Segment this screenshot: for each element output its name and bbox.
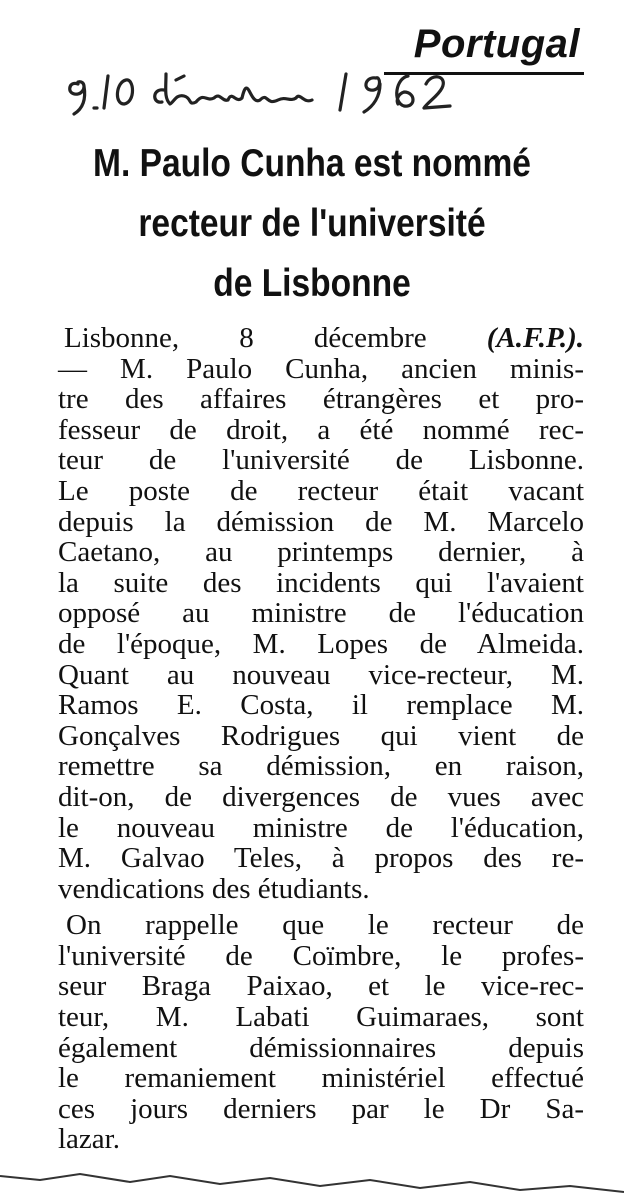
headline bbox=[61, 134, 563, 314]
dateline-place-date: Lisbonne, 8 décembre bbox=[64, 322, 427, 354]
text-line: Quant au nouveau vice-recteur, M. bbox=[58, 658, 584, 691]
text-line: opposé au ministre de l'éducation bbox=[58, 597, 584, 630]
headline-line-2: recteur de l'université bbox=[138, 202, 486, 245]
article-paragraph-2 bbox=[58, 910, 584, 1155]
text-line: remettre sa démission, en raison, bbox=[58, 750, 584, 783]
text-line: ces jours derniers par le Dr Sa- bbox=[58, 1092, 584, 1125]
text-line: — M. Paulo Cunha, ancien minis- bbox=[58, 352, 584, 385]
text-line: fesseur de droit, a été nommé rec- bbox=[58, 413, 584, 446]
text-line: Le poste de recteur était vacant bbox=[58, 474, 584, 507]
dateline-agency: (A.F.P.). bbox=[486, 322, 584, 354]
text-line: le remaniement ministériel effectué bbox=[58, 1062, 584, 1095]
section-label: Portugal bbox=[413, 22, 580, 66]
text-line: lazar. bbox=[58, 1123, 120, 1156]
text-line: la suite des incidents qui l'avaient bbox=[58, 566, 584, 599]
text-line: le nouveau ministre de l'éducation, bbox=[58, 811, 584, 844]
text-line: Caetano, au printemps dernier, à bbox=[58, 536, 584, 569]
text-line: dit-on, de divergences de vues avec bbox=[58, 780, 584, 813]
text-line: M. Galvao Teles, à propos des re- bbox=[58, 842, 584, 875]
headline-line-1: M. Paulo Cunha est nommé bbox=[93, 142, 531, 185]
headline-line-3: de Lisbonne bbox=[213, 262, 411, 305]
text-line: Gonçalves Rodrigues qui vient de bbox=[58, 719, 584, 752]
text-line: seur Braga Paixao, et le vice-rec- bbox=[58, 970, 584, 1003]
dateline bbox=[58, 323, 584, 354]
handwritten-date-annotation bbox=[64, 62, 584, 122]
text-line: vendications des étudiants. bbox=[58, 872, 370, 905]
text-line: l'université de Coïmbre, le profes- bbox=[58, 939, 584, 972]
text-line: de l'époque, M. Lopes de Almeida. bbox=[58, 627, 584, 660]
article-body bbox=[58, 323, 584, 1155]
text-line: teur, M. Labati Guimaraes, sont bbox=[58, 1001, 584, 1034]
text-line: également démissionnaires depuis bbox=[58, 1031, 584, 1064]
text-line: depuis la démission de M. Marcelo bbox=[58, 505, 584, 538]
torn-edge bbox=[0, 1170, 624, 1200]
text-line: On rappelle que le recteur de bbox=[66, 909, 584, 942]
article-paragraph-1 bbox=[58, 323, 584, 904]
text-line: Ramos E. Costa, il remplace M. bbox=[58, 689, 584, 722]
text-line: teur de l'université de Lisbonne. bbox=[58, 444, 584, 477]
text-line: tre des affaires étrangères et pro- bbox=[58, 383, 584, 416]
